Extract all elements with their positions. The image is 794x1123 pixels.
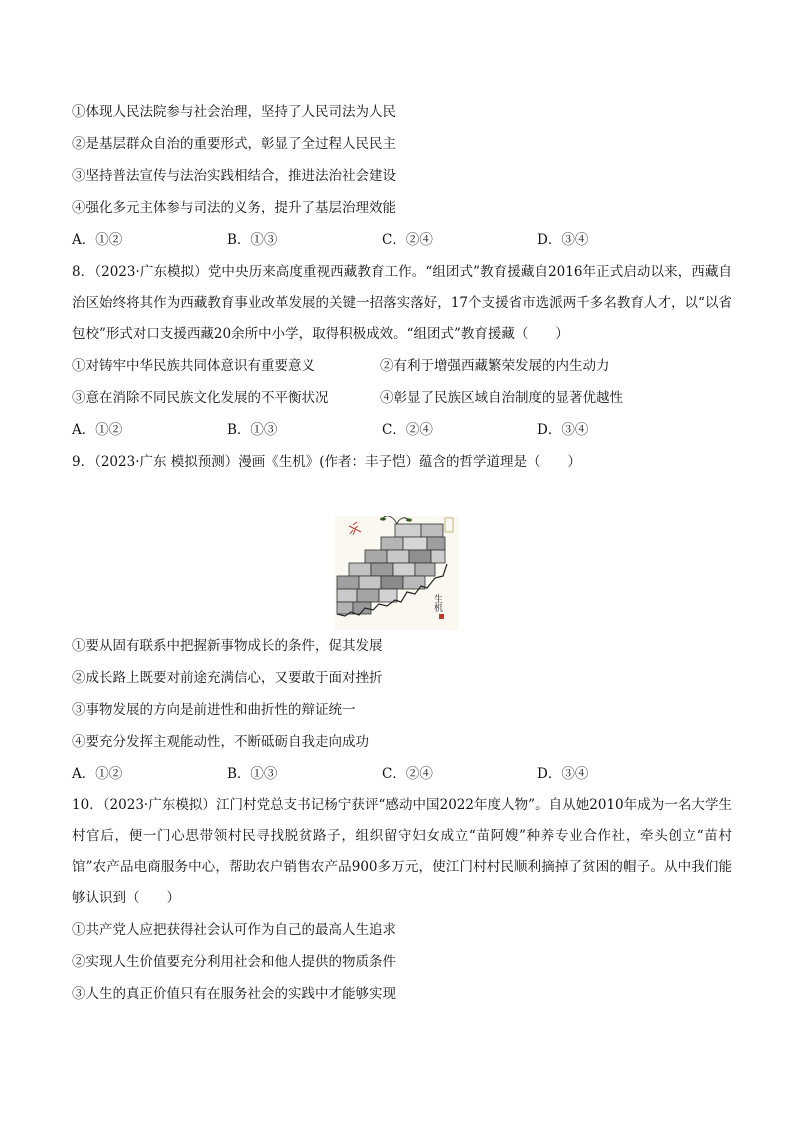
q8-stem: 8．（2023·广东模拟）党中央历来高度重视西藏教育工作。“组团式”教育援藏自2016年正式启动以来，西藏自治区始终将其作为西藏教育事业改革发展的关键一招落实落好，17个支援省市选派两千多名教育人才，以“以省包校”形式对口支援西藏20余所中小学，取得积极成效。“组团式”教育援藏（ ） — [72, 264, 732, 342]
q9-figure-area — [72, 478, 732, 630]
q8-option-a[interactable]: A．①② — [72, 422, 123, 438]
q10-item-1: ①共产党人应把获得社会认可作为自己的最高人生追求 — [72, 922, 396, 938]
q7-option-d[interactable]: D．③④ — [537, 232, 589, 248]
q8-items-row-2 — [72, 382, 732, 414]
q7-option-c[interactable]: C．②④ — [382, 232, 433, 248]
q8-items-row-1 — [72, 350, 732, 382]
q8-options — [72, 414, 732, 446]
q8-item-4: ④彰显了民族区域自治制度的显著优越性 — [380, 390, 623, 406]
q9-option-a[interactable]: A．①② — [72, 766, 123, 782]
q9-stem: 9．（2023·广东 模拟预测）漫画《生机》(作者：丰子恺）蕴含的哲学道理是（ ） — [72, 454, 582, 470]
q7-options — [72, 224, 732, 256]
cartoon-inscription: 生机 — [432, 594, 442, 612]
q8-option-b[interactable]: B．①③ — [227, 422, 278, 438]
q9-item-2: ②成长路上既要对前途充满信心，又要敢于面对挫折 — [72, 670, 383, 686]
q9-item-1: ①要从固有联系中把握新事物成长的条件，促其发展 — [72, 638, 383, 654]
q8-item-3: ③意在消除不同民族文化发展的不平衡状况 — [72, 390, 329, 406]
q7-item-3: ③坚持普法宣传与法治实践相结合，推进法治社会建设 — [72, 168, 396, 184]
cartoon-shengji-image — [335, 516, 459, 630]
q8-item-1: ①对铸牢中华民族共同体意识有重要意义 — [72, 358, 315, 374]
q10-item-3: ③人生的真正价值只有在服务社会的实践中才能够实现 — [72, 986, 396, 1002]
q9-option-d[interactable]: D．③④ — [537, 766, 589, 782]
q9-item-3: ③事物发展的方向是前进性和曲折性的辩证统一 — [72, 702, 356, 718]
q10-stem: 10．（2023·广东模拟）江门村党总支书记杨宁获评“感动中国2022年度人物”。自从她2010年成为一名大学生村官后，便一门心思带领村民寻找脱贫路子，组织留守妇女成立“苗阿嫂”种养专业合作社，牵头创立“苗村馆”农产品电商服务中心，帮助农户销售农产品900多万元，使江门村村民顺利摘掉了贫困的帽子。从中我们能够认识到（ ） — [72, 797, 732, 906]
q7-option-b[interactable]: B．①③ — [227, 232, 278, 248]
q8-item-2: ②有利于增强西藏繁荣发展的内生动力 — [380, 358, 610, 374]
q8-option-d[interactable]: D．③④ — [537, 422, 589, 438]
q7-item-4: ④强化多元主体参与司法的义务，提升了基层治理效能 — [72, 200, 396, 216]
exam-page — [72, 96, 732, 1010]
q8-option-c[interactable]: C．②④ — [382, 422, 433, 438]
q9-option-b[interactable]: B．①③ — [227, 766, 278, 782]
q9-option-c[interactable]: C．②④ — [382, 766, 433, 782]
q7-item-2: ②是基层群众自治的重要形式，彰显了全过程人民民主 — [72, 136, 396, 152]
q10-item-2: ②实现人生价值要充分利用社会和他人提供的物质条件 — [72, 954, 396, 970]
q7-item-1: ①体现人民法院参与社会治理，坚持了人民司法为人民 — [72, 104, 396, 120]
q9-options — [72, 758, 732, 790]
q9-item-4: ④要充分发挥主观能动性，不断砥砺自我走向成功 — [72, 734, 369, 750]
q7-option-a[interactable]: A．①② — [72, 232, 123, 248]
